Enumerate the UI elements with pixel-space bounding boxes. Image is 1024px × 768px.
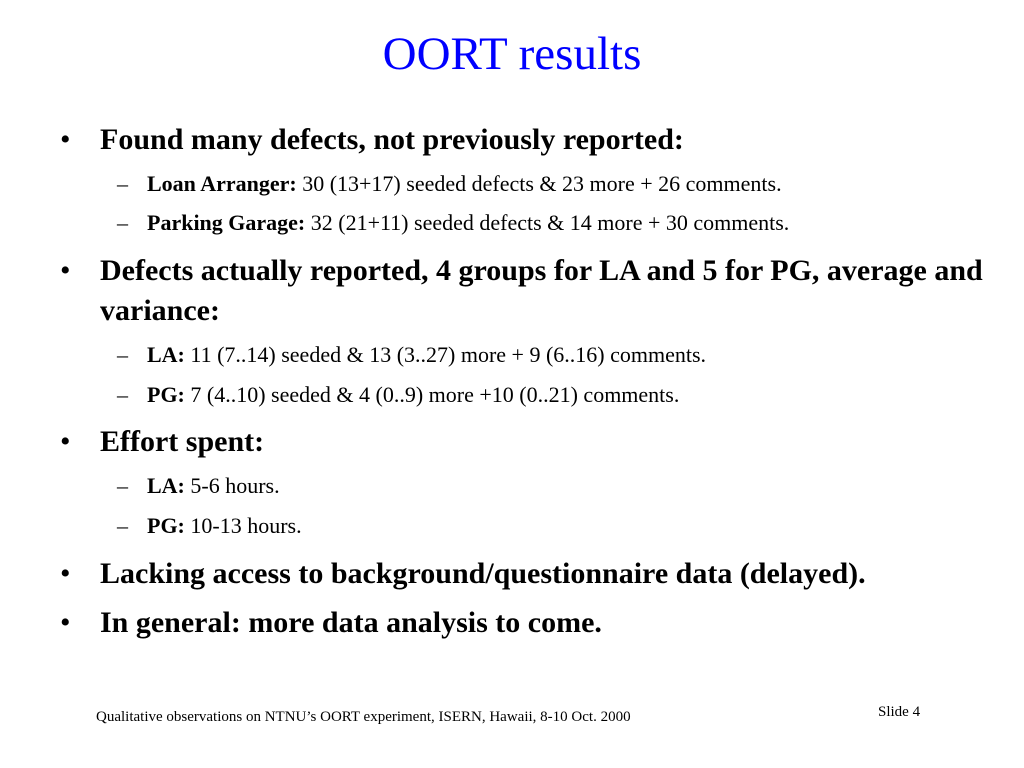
sub-item — [117, 511, 1007, 541]
bullet-item — [60, 422, 1000, 462]
bullet-item — [60, 603, 1000, 643]
sub-item-lead: PG: — [147, 513, 185, 538]
sub-item — [117, 208, 1007, 238]
bullet-text: In general: more data analysis to come. — [100, 606, 602, 639]
sub-item-lead: Loan Arranger: — [147, 171, 297, 196]
slide-footer: Qualitative observations on NTNU’s OORT experiment, ISERN, Hawaii, 8-10 Oct. 2000 — [96, 709, 631, 725]
bullet-icon: • — [60, 425, 71, 458]
sub-item-text: 30 (13+17) seeded defects & 23 more + 26 comments. — [296, 171, 782, 196]
bullet-icon: • — [60, 606, 71, 639]
sub-item-text: 32 (21+11) seeded defects & 14 more + 30 comments. — [305, 210, 790, 235]
sub-item — [117, 471, 1007, 501]
dash-icon: – — [117, 473, 128, 498]
slide-title: OORT results — [382, 28, 642, 80]
dash-icon: – — [117, 382, 128, 407]
sub-item — [117, 380, 1007, 410]
dash-icon: – — [117, 342, 128, 367]
bullet-text: Effort spent: — [100, 425, 265, 458]
bullet-icon: • — [60, 123, 71, 156]
bullet-text: Lacking access to background/questionnaire data (delayed). — [100, 557, 866, 590]
bullet-item — [60, 251, 1000, 331]
bullet-item — [60, 554, 1000, 594]
dash-icon: – — [117, 210, 128, 235]
sub-item-lead: Parking Garage: — [147, 210, 306, 235]
dash-icon: – — [117, 171, 128, 196]
sub-item — [117, 169, 1007, 199]
bullet-icon: • — [60, 254, 71, 287]
bullet-item — [60, 120, 1000, 160]
sub-item-lead: LA: — [147, 342, 185, 367]
sub-item-text: 7 (4..10) seeded & 4 (0..9) more +10 (0..21) comments. — [184, 382, 680, 407]
slide-number: Slide 4 — [878, 704, 921, 720]
sub-item-lead: LA: — [147, 473, 185, 498]
bullet-icon: • — [60, 557, 71, 590]
sub-item-lead: PG: — [147, 382, 185, 407]
bullet-text: Defects actually reported, 4 groups for LA and 5 for PG, average and variance: — [100, 254, 983, 327]
sub-item-text: 11 (7..14) seeded & 13 (3..27) more + 9 (6..16) comments. — [184, 342, 707, 367]
sub-item-text: 5-6 hours. — [184, 473, 280, 498]
bullet-text: Found many defects, not previously reported: — [100, 123, 684, 156]
sub-item — [117, 340, 1007, 370]
dash-icon: – — [117, 513, 128, 538]
sub-item-text: 10-13 hours. — [184, 513, 302, 538]
